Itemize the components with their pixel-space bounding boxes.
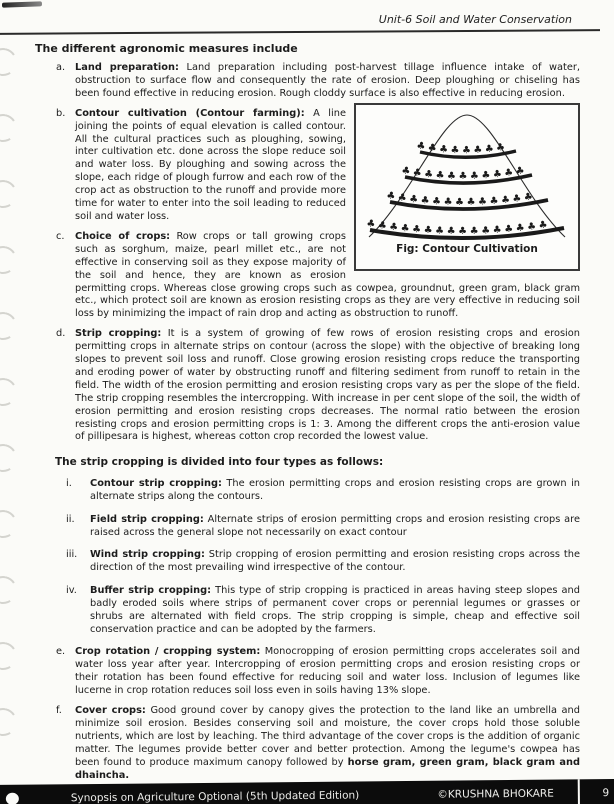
list-item-a xyxy=(35,62,580,101)
subitem-lead: Buffer strip cropping: xyxy=(90,585,212,596)
item-label: b. xyxy=(56,107,66,119)
binding-ring xyxy=(0,441,20,474)
subitem-lead: Wind strip cropping: xyxy=(90,549,205,561)
binding-ring xyxy=(0,243,20,276)
footer-author: ©KRUSHNA BHOKARE xyxy=(437,787,554,801)
item-lead: Contour cultivation (Contour farming): xyxy=(75,107,305,119)
item-bold-tail: horse gram, green gram, black gram and dhaincha. xyxy=(75,756,580,781)
list-item-f xyxy=(35,705,580,782)
sublist-heading: The strip cropping is divided into four types as follows: xyxy=(55,456,384,469)
subitem-lead: Contour strip cropping: xyxy=(90,478,222,490)
item-text: Good ground cover by canopy gives the protection to the land like an umbrella and minimize soil erosion. Besides conserving soil and moisture, the cover crops hold those soluble nutrients, which are lost by leaching. The third advantage of the cover crops is the addition of organic matter. The legumes provide better cover and better protection. Among the legume's cowpea has been found to produce maximum canopy followed by xyxy=(75,705,580,768)
binding-ring xyxy=(0,111,20,144)
header-rule xyxy=(0,29,600,35)
item-text: Monocropping of erosion permitting crops accelerates soil and water loss year after year. Intercropping of erosion permitting crops and erosion resisting crops or their rotation has been found effective for reducing soil and water loss. Inclusion of legumes like lucerne in crop rotation reduces soil loss even in soils having 13% slope. xyxy=(75,646,580,697)
item-label: e. xyxy=(56,646,66,658)
binding-ring xyxy=(0,177,20,210)
subitem-label: iv. xyxy=(66,585,77,596)
item-label: f. xyxy=(56,705,62,717)
binding-ring xyxy=(0,573,20,606)
subitem-lead: Field strip cropping: xyxy=(90,513,204,525)
binding-ring xyxy=(0,639,20,672)
figure-caption: Fig: Contour Cultivation xyxy=(396,242,538,255)
tree-row-icons: ♣♣♣♣♣♣♣♣♣♣♣♣♣ xyxy=(385,189,537,208)
binding-ring xyxy=(0,375,20,408)
item-lead: Cover crops: xyxy=(75,705,146,717)
sublist-item-iv xyxy=(35,585,580,637)
item-lead: Strip cropping: xyxy=(75,328,162,340)
sublist-item-ii xyxy=(35,514,580,540)
sublist-item-i xyxy=(35,478,580,504)
tree-row-icons: ♣♣♣♣♣♣♣♣ xyxy=(415,139,509,157)
item-text: Land preparation including post-harvest tillage influence intake of water, obstruction to surface flow and consequently the rate of erosion. Deep ploughing or chiseling has been found effective in reducing erosion. Rough cloddy surface is also effective in reducing erosion. xyxy=(75,62,580,99)
binding-ring xyxy=(0,309,20,342)
subitem-text: This type of strip cropping is practiced in areas having steep slopes and badly eroded soils where strips of permanent cover crops or perennial legumes or grasses or shrubs are alternated with field crops. The strip cropping is simple, cheap and effective soil conservation practice and can be adopted by the farmers. xyxy=(90,585,580,635)
item-label: d. xyxy=(56,328,66,340)
item-label: a. xyxy=(56,62,66,73)
sublist-item-iii xyxy=(35,549,580,575)
subitem-label: iii. xyxy=(66,549,78,561)
list-item-b xyxy=(35,108,580,224)
tree-row-icons: ♣♣♣♣♣♣♣♣♣♣♣ xyxy=(400,164,529,182)
footer-page-number: 9 xyxy=(602,787,610,800)
binding-ring xyxy=(0,705,20,738)
binding-ring xyxy=(0,45,20,78)
tree-row-icons: ♣♣♣♣♣♣♣♣♣♣♣♣♣♣♣♣ xyxy=(365,217,551,237)
binding-hole xyxy=(6,793,19,804)
item-label: c. xyxy=(56,230,65,242)
item-text: It is a system of growing of few rows of erosion resisting crops and erosion permitting crops in alternate strips on contour (across the slope) with the objective of breaking long slopes to prevent soil loss and runoff. Close growing erosion resisting crops reduce the transporting and eroding power of water by obstructing runoff and filtering sediment from runoff to retain in the field. The width of the erosion permitting and erosion resisting crops vary as per the slope of the field. The strip cropping resembles the intercropping. With increase in per cent slope of the soil, the width of erosion permitting and erosion resisting crops decreases. The normal ratio between the erosion resisting crops and erosion permitting crops is 1: 3. Among the different crops the anti-erosion value of pillipesara is highest, whereas cotton crop recorded the lowest value. xyxy=(75,328,580,443)
item-lead: Choice of crops: xyxy=(75,230,171,242)
list-item-c xyxy=(35,231,580,321)
item-lead: Land preparation: xyxy=(75,62,179,73)
page-header-title: Unit-6 Soil and Water Conservation xyxy=(378,13,572,26)
list-item-e xyxy=(35,646,580,698)
subitem-text: Alternate strips of erosion permitting crops and erosion resisting crops are raised across the general slope not necessarily on exact contour xyxy=(90,513,581,538)
item-text: Row crops or tall growing crops such as sorghum, maize, pearl millet etc., are not effective in conserving soil as they expose majority of the soil and hence, they are known as erosion permitting crops. Whereas close growing crops such as cowpea, groundnut, green gram, black gram etc., which protect soil are known as erosion resisting crops as they are very effective in reducing soil loss by minimizing the impact of rain drop and acting as obstruction to runoff. xyxy=(75,230,580,320)
subitem-label: ii. xyxy=(66,513,75,525)
subitem-text: Strip cropping of erosion permitting and erosion resisting crops across the direction of the most prevailing wind irrespective of the contour. xyxy=(90,549,580,574)
list-item-d xyxy=(35,328,580,444)
item-lead: Crop rotation / cropping system: xyxy=(75,646,261,658)
section-heading: The different agronomic measures include xyxy=(35,42,298,55)
subitem-text: The erosion permitting crops and erosion resisting crops are grown in alternate strips along the contours. xyxy=(90,478,580,503)
binding-ring xyxy=(0,507,20,540)
subitem-label: i. xyxy=(66,478,72,490)
item-text: A line joining the points of equal elevation is called contour. All the cultural practices such as ploughing, sowing, inter cultivation etc. done across the slope reduce soil and water loss. By ploughing and sowing across the slope, each ridge of plough furrow and each row of the crop act as obstruction to the runoff and provide more time for water to enter into the soil leading to reduced soil and water loss. xyxy=(75,107,346,222)
footer-bar xyxy=(0,779,614,804)
footer-book-title: Synopsis on Agriculture Optional (5th Updated Edition) xyxy=(70,789,360,804)
